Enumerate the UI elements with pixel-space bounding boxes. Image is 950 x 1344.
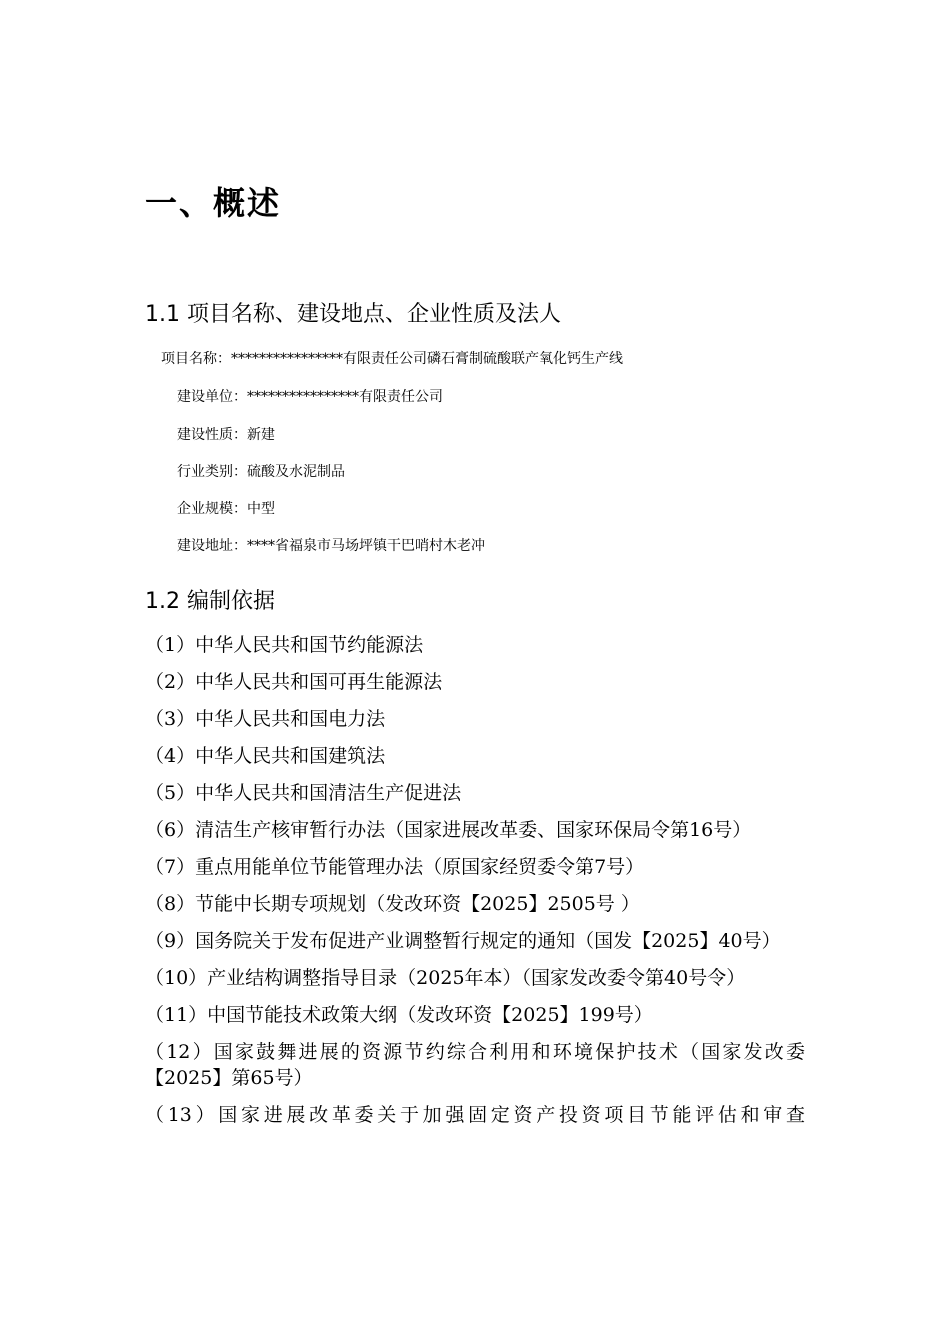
info-label: 建设性质： [177, 427, 247, 443]
basis-item: （10）产业结构调整指导目录（2025年本）（国家发改委令第40号令） [145, 967, 746, 989]
subsection-title-project-info: 1.1 项目名称、建设地点、企业性质及法人 [145, 302, 561, 327]
info-value: 新建 [247, 427, 275, 443]
basis-item: （3）中华人民共和国电力法 [145, 708, 386, 730]
basis-list [145, 632, 805, 1139]
basis-item: （13）国家进展改革委关于加强固定资产投资项目节能评估和审查 [145, 1104, 805, 1126]
basis-item: （8）节能中长期专项规划（发改环资【2025】2505号 ） [145, 893, 640, 915]
info-row-project-name [161, 350, 623, 368]
basis-item: （6）清洁生产核审暂行办法（国家进展改革委、国家环保局令第16号） [145, 819, 752, 841]
info-value: ****************有限责任公司 [247, 389, 443, 405]
subsection-title-basis: 1.2 编制依据 [145, 589, 275, 614]
basis-item: （2）中华人民共和国可再生能源法 [145, 671, 443, 693]
info-value: 硫酸及水泥制品 [247, 464, 345, 480]
basis-item: （1）中华人民共和国节约能源法 [145, 634, 424, 656]
info-label: 建设地址： [177, 538, 247, 554]
basis-item: （12）国家鼓舞进展的资源节约综合利用和环境保护技术（国家发改委【2025】第65号） [145, 1041, 805, 1089]
info-label: 项目名称： [161, 351, 231, 367]
basis-item: （4）中华人民共和国建筑法 [145, 745, 386, 767]
basis-item: （9）国务院关于发布促进产业调整暂行规定的通知（国发【2025】40号） [145, 930, 781, 952]
info-label: 建设单位： [177, 389, 247, 405]
section-title: 一、概述 [145, 184, 282, 222]
info-label: 行业类别： [177, 464, 247, 480]
info-value: ****************有限责任公司磷石膏制硫酸联产氧化钙生产线 [231, 351, 623, 367]
info-label: 企业规模： [177, 501, 247, 517]
info-row-industry-category [177, 463, 345, 481]
info-row-construction-nature [177, 426, 275, 444]
info-value: ****省福泉市马场坪镇干巴哨村木老冲 [247, 538, 485, 554]
info-row-construction-address [177, 537, 485, 555]
info-row-construction-unit [177, 388, 443, 406]
basis-item: （7）重点用能单位节能管理办法（原国家经贸委令第7号） [145, 856, 645, 878]
basis-item: （11）中国节能技术政策大纲（发改环资【2025】199号） [145, 1004, 653, 1026]
basis-item: （5）中华人民共和国清洁生产促进法 [145, 782, 462, 804]
info-value: 中型 [247, 501, 275, 517]
info-row-enterprise-scale [177, 500, 275, 518]
